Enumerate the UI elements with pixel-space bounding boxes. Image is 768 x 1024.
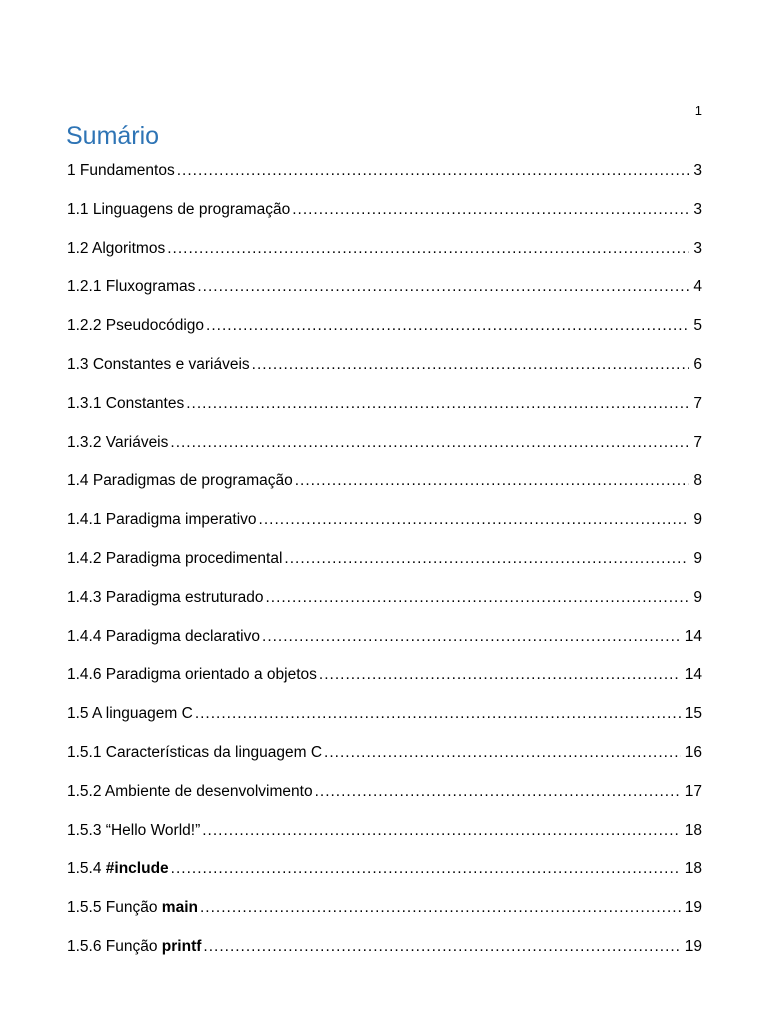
toc-dot-leader	[203, 936, 680, 958]
toc-entry[interactable]	[67, 936, 702, 975]
toc-entry[interactable]	[67, 587, 702, 626]
toc-entry-page: 5	[693, 317, 702, 335]
toc-entry-page: 9	[693, 511, 702, 529]
toc-entry-page: 14	[684, 666, 702, 684]
toc-dot-leader	[167, 238, 689, 260]
toc-dot-leader	[324, 742, 681, 764]
toc-dot-leader	[259, 509, 690, 531]
toc-entry-label	[67, 393, 184, 415]
toc-entry[interactable]	[67, 315, 702, 354]
toc-entry[interactable]	[67, 897, 702, 936]
toc-entry-text: 1.5.2 Ambiente de desenvolvimento	[67, 782, 313, 800]
toc-entry-label	[67, 897, 198, 919]
toc-entry-label	[67, 781, 313, 803]
toc-dot-leader	[284, 548, 689, 570]
toc-entry-page: 7	[693, 394, 702, 412]
toc-entry[interactable]	[67, 703, 702, 742]
toc-entry-page: 7	[693, 433, 702, 451]
toc-entry-bold-text: main	[161, 899, 198, 917]
toc-entry[interactable]	[67, 509, 702, 548]
toc-entry[interactable]	[67, 199, 702, 238]
toc-entry[interactable]	[67, 238, 702, 277]
toc-entry-text: 1.5.3 “Hello World!”	[67, 821, 201, 839]
toc-entry[interactable]	[67, 354, 702, 393]
toc-entry[interactable]	[67, 781, 702, 820]
toc-entry-text: 1.3 Constantes e variáveis	[67, 355, 250, 373]
toc-entry[interactable]	[67, 548, 702, 587]
toc-entry-text: 1.2.2 Pseudocódigo	[67, 317, 205, 335]
toc-dot-leader	[197, 276, 689, 298]
toc-entry-label	[67, 548, 282, 570]
toc-entry-text: 1.5.4	[67, 860, 106, 878]
toc-dot-leader	[195, 703, 681, 725]
toc-entry-label	[67, 199, 290, 221]
toc-entry-page: 17	[684, 782, 702, 800]
toc-entry-text: 1.1 Linguagens de programação	[67, 200, 291, 218]
toc-entry-page: 9	[693, 549, 702, 567]
toc-list	[67, 160, 702, 975]
toc-entry-label	[67, 858, 169, 880]
toc-entry-bold-text: printf	[161, 937, 202, 955]
toc-entry-page: 3	[693, 162, 702, 179]
toc-entry-page: 6	[693, 355, 702, 373]
toc-entry-text: 1.5 A linguagem C	[67, 705, 193, 723]
page-number: 1	[694, 103, 702, 118]
toc-entry-text: 1.4 Paradigmas de programação	[67, 472, 293, 490]
toc-entry-page: 3	[693, 239, 702, 257]
toc-entry-page: 14	[684, 627, 702, 645]
toc-entry-label	[67, 354, 250, 376]
toc-entry-text: 1.2 Algoritmos	[67, 239, 166, 257]
toc-entry[interactable]	[67, 470, 702, 509]
toc-entry-text: 1 Fundamentos	[67, 162, 175, 179]
toc-title: Sumário	[66, 122, 160, 150]
toc-dot-leader	[265, 587, 689, 609]
toc-dot-leader	[262, 626, 681, 648]
toc-entry-label	[67, 432, 168, 454]
toc-entry[interactable]	[67, 626, 702, 665]
toc-entry-label	[67, 160, 175, 182]
toc-entry-label	[67, 703, 193, 725]
toc-entry-text: 1.4.2 Paradigma procedimental	[67, 549, 283, 567]
toc-entry-page: 19	[684, 937, 702, 955]
toc-dot-leader	[206, 315, 689, 337]
toc-entry-page: 3	[693, 200, 702, 218]
toc-entry-label	[67, 238, 165, 260]
toc-entry-text: 1.5.1 Características da linguagem C	[67, 743, 323, 761]
toc-entry-label	[67, 742, 322, 764]
toc-entry-text: 1.3.1 Constantes	[67, 394, 185, 412]
toc-entry-text: 1.4.1 Paradigma imperativo	[67, 511, 257, 529]
toc-entry[interactable]	[67, 664, 702, 703]
toc-entry-text: 1.4.3 Paradigma estruturado	[67, 588, 264, 606]
toc-entry-page: 16	[684, 743, 702, 761]
toc-entry-text: 1.5.6 Função	[67, 937, 162, 955]
toc-dot-leader	[170, 432, 689, 454]
toc-dot-leader	[295, 470, 690, 492]
toc-dot-leader	[186, 393, 689, 415]
toc-entry[interactable]	[67, 393, 702, 432]
toc-entry-page: 4	[693, 278, 702, 296]
toc-entry-label	[67, 470, 293, 492]
toc-dot-leader	[252, 354, 690, 376]
toc-entry-label	[67, 820, 200, 842]
toc-dot-leader	[171, 858, 681, 880]
toc-entry[interactable]	[67, 820, 702, 859]
toc-entry-label	[67, 587, 263, 609]
toc-dot-leader	[319, 664, 681, 686]
toc-entry-page: 8	[693, 472, 702, 490]
toc-dot-leader	[202, 820, 681, 842]
toc-entry-page: 18	[684, 821, 702, 839]
toc-entry-bold-text: #include	[105, 860, 169, 878]
toc-dot-leader	[315, 781, 681, 803]
toc-entry-text: 1.4.6 Paradigma orientado a objetos	[67, 666, 317, 684]
toc-entry[interactable]	[67, 276, 702, 315]
toc-entry-label	[67, 315, 204, 337]
toc-entry[interactable]	[67, 432, 702, 471]
toc-entry-label	[67, 664, 317, 686]
toc-entry-page: 19	[684, 899, 702, 917]
toc-entry[interactable]	[67, 160, 702, 199]
toc-entry-text: 1.2.1 Fluxogramas	[67, 278, 196, 296]
toc-entry-page: 15	[684, 705, 702, 723]
toc-entry-text: 1.3.2 Variáveis	[67, 433, 169, 451]
toc-entry-page: 9	[693, 588, 702, 606]
toc-entry-label	[67, 936, 201, 958]
toc-entry-text: 1.5.5 Função	[67, 899, 162, 917]
toc-entry[interactable]	[67, 742, 702, 781]
toc-entry[interactable]	[67, 858, 702, 897]
toc-entry-label	[67, 509, 257, 531]
toc-dot-leader	[200, 897, 681, 919]
toc-entry-label	[67, 626, 260, 648]
toc-dot-leader	[177, 160, 690, 182]
toc-entry-page: 18	[684, 860, 702, 878]
toc-entry-text: 1.4.4 Paradigma declarativo	[67, 627, 261, 645]
toc-dot-leader	[292, 199, 689, 221]
toc-entry-label	[67, 276, 195, 298]
